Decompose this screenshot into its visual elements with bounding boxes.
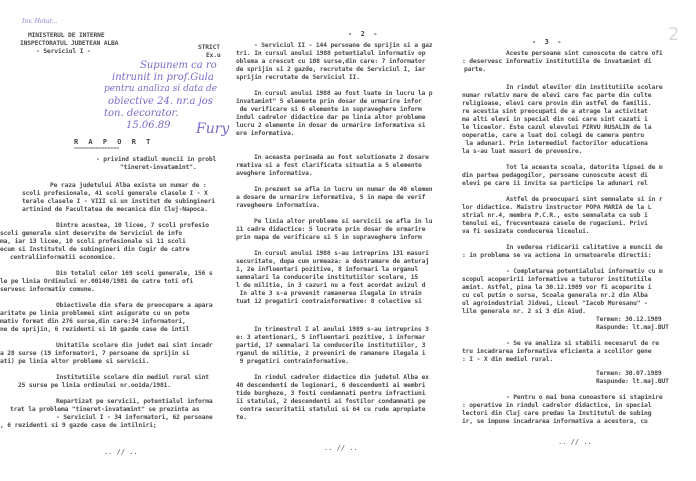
text-line: scoli generale sint deservite de Serviciul de info bbox=[0, 230, 183, 237]
text-line: lucru 2 elemente in dosar de urmarire informativa si bbox=[236, 122, 426, 129]
deadline-text: Termen: 30.07.1989 bbox=[596, 370, 662, 377]
text-line: - Completarea potentialului informativ cu m bbox=[506, 268, 663, 275]
text-line: 11 cadre didactice: 5 lucrate prin dosar de urmarire bbox=[236, 226, 426, 233]
text-line: semnalari la conducerile institutiilor scolare, 15 bbox=[236, 274, 419, 281]
text-line: parte. bbox=[464, 66, 486, 73]
text-line: Din totalul celor 169 scoli generale, 156 s bbox=[56, 270, 213, 277]
text-line: te. bbox=[236, 414, 247, 421]
text-line: la s-au luat masuri de prevenire. bbox=[462, 148, 583, 155]
report-title: R A P O R T bbox=[74, 138, 154, 146]
text-line: In aceasta perioada au fost solutionate 2 dosare bbox=[254, 154, 429, 161]
text-line: In cursul anului 1988 au fost luate in lucru la p bbox=[254, 90, 433, 97]
text-line: aveghere informativa. bbox=[236, 170, 313, 177]
text-line: ma alti elevi in special din cei care sint cazati i bbox=[462, 116, 648, 123]
responsible-text: Raspunde: lt.maj.BUT bbox=[596, 378, 669, 385]
annotation-line: pentru analiza si data de bbox=[104, 84, 218, 94]
text-line: Tot la aceasta scoala, datorita lipsei de m bbox=[506, 164, 663, 171]
text-line: scopul acoperirii informative a tuturor institutiile bbox=[462, 276, 652, 283]
text-line: artinind de Facultatea de mecanica din Cluj-Napoca. bbox=[22, 206, 208, 213]
text-line: invatamint" 5 elemente prin dosar de urmarire infor bbox=[236, 98, 422, 105]
text-line: l de militie, in 3 cazuri nu a fost acordat avizul d bbox=[236, 282, 426, 289]
text-line: In alte 3 s-a prevenit ramanerea ilegala in strain bbox=[236, 290, 422, 297]
report-subtitle: - privind stadiul muncii in probl bbox=[96, 156, 217, 163]
text-line: Institutiile scolare din mediul rural sint bbox=[56, 374, 209, 381]
text-line: cu cel putin o sursa, Scoala generala nr.2 din Alba bbox=[462, 292, 648, 299]
text-line: va fi sesizata conducerea liceului. bbox=[462, 228, 590, 235]
text-line: Pe linia altor probleme si servicii se afla in lu bbox=[254, 218, 433, 225]
page-number: - 2 - bbox=[348, 30, 378, 38]
text-line: amint. Astfel, pina la 30.12.1989 vor fi acoperite i bbox=[462, 284, 652, 291]
responsible-text: Raspunde: lt.maj.BUT bbox=[596, 324, 669, 331]
text-line: rmativa si a fost clarificata situatia a 5 elemente bbox=[236, 162, 422, 169]
text-line: trat la problema "tineret-invatamint" se prezinta as bbox=[10, 406, 200, 413]
text-line: : operative in rindul cadrelor didactice, in special bbox=[462, 402, 652, 409]
text-line: securitate, dupa cum urmeaza: a destramare de anturaj bbox=[236, 258, 429, 265]
document-page-3 bbox=[462, 0, 696, 481]
annotation-signature: Fury bbox=[196, 121, 230, 137]
text-line: In prezent se afla in lucru un numar de 40 elemen bbox=[254, 186, 433, 193]
text-line: a dosare de urmarire informativa, 5 in mape de verif bbox=[236, 194, 426, 201]
text-line: : I - X din mediul rural. bbox=[462, 356, 554, 363]
text-line: Unitatile scolare din judet mai sint incadr bbox=[56, 342, 213, 349]
text-line: aritate pe linia problemei sint asigurate cu un pote bbox=[0, 310, 190, 317]
text-line: tide burgheze, 3 fosti condamnati pentru infractiuni bbox=[236, 390, 426, 397]
header-inspectorate: INSPECTORATUL JUDETEAN ALBA bbox=[20, 40, 119, 47]
text-line: 9 pregatiri contrainformative. bbox=[236, 358, 349, 365]
annotation-line: obiective 24. nr.a jos bbox=[108, 96, 213, 107]
page-separator: .. // .. bbox=[558, 438, 592, 446]
text-line: de verificare si 6 elemente in supraveghere inform bbox=[236, 106, 422, 113]
page-number: - 3 - bbox=[532, 38, 562, 46]
text-line: Pe raza judetului Alba exista un numar de : bbox=[50, 182, 207, 189]
text-line: Astfel de preocupari sint semnalate si in r bbox=[506, 196, 663, 203]
annotation-line: intrunit in prof.Gula bbox=[112, 72, 214, 83]
text-line: Obiectivele din sfera de preocupare a apara bbox=[56, 302, 213, 309]
handwritten-registration-note: Inv. Hotar... bbox=[22, 18, 58, 25]
text-line: lectori din Cluj care predau la Institutul de subing bbox=[462, 410, 652, 417]
document-page-1 bbox=[0, 0, 232, 481]
report-subtitle: "tineret-invatamint". bbox=[120, 164, 197, 171]
text-line: Aceste persoane sint cunoscute de catre ofi bbox=[506, 50, 663, 57]
text-line: e: 3 atentionari, 5 influentari pozitive, 1 informar bbox=[236, 334, 426, 341]
annotation-line: Supunem ca ro bbox=[140, 60, 217, 71]
text-line: strial nr.4, membra P.C.R., este semnalata ca sub i bbox=[462, 212, 648, 219]
text-line: re acestia sint preocupati de a atrage la activitat bbox=[462, 108, 648, 115]
report-title-underline: =============== bbox=[74, 146, 120, 152]
text-line: prin mapa de verificare si 5 in supraveghere inform bbox=[236, 234, 422, 241]
text-line: la adunari. Prin intermediul factorilor educationa bbox=[462, 140, 648, 147]
text-line: : in problema se va actiona in urmatoarele directii: bbox=[462, 252, 652, 259]
text-line: ati) pe linia altor probleme si servicii. bbox=[0, 358, 150, 365]
text-line: ul agroindustrial Jidvei, Liceul "Iacob Muresanu" - bbox=[462, 300, 648, 307]
classification-label: STRICT bbox=[198, 44, 220, 51]
text-line: ii statului, 2 descendenti ai fostilor condamnati pe bbox=[236, 398, 426, 405]
text-line: le pe linia Ordinului nr.00140/1981 de catre toti ofi bbox=[0, 278, 193, 285]
annotation-line: ton. decorator. bbox=[104, 108, 179, 119]
text-line: centraliinformatii economice. bbox=[10, 254, 116, 261]
header-ministry: MINISTERUL DE INTERNE bbox=[28, 32, 105, 39]
text-line: In trimestrul I al anului 1989 s-au intreprins 3 bbox=[254, 326, 429, 333]
text-line: Dintre acestea, 10 licee, 7 scoli profesio bbox=[56, 222, 209, 229]
classification-copy: Ex.u bbox=[206, 52, 221, 59]
text-line: ma, iar 13 licee, 10 scoli profesionale si 11 scoli bbox=[0, 238, 186, 245]
text-line: - Serviciul I - 34 informatori, 62 persoane bbox=[56, 414, 213, 421]
text-line: le liceelor. Este cazul elevului PIRVU RUSALIN de la bbox=[462, 124, 652, 131]
text-line: ne de sprijin, 6 rezidenti si 10 gazde case de intil bbox=[0, 326, 190, 333]
text-line: a 28 surse (19 informatori, 7 persoane de sprijin si bbox=[0, 350, 190, 357]
text-line: ir, se impune incadrarea informativa a acestora, cu bbox=[462, 418, 648, 425]
text-line: elevi pe care ii invita sa participe la adunari rel bbox=[462, 180, 648, 187]
text-line: lor didactice. Maistru instructor POPA MARIA de la L bbox=[462, 204, 652, 211]
text-line: rganul de militie, 2 preveniri de ramanere ilegala i bbox=[236, 350, 426, 357]
text-line: tenului ei, frecventeaza casele de rugaciuni. Privi bbox=[462, 220, 648, 227]
text-line: ecum si Institutul de subingineri din Cugir de catre bbox=[0, 246, 190, 253]
text-line: - Serviciul II - 144 persoane de sprijin si a gaz bbox=[254, 42, 433, 49]
text-line: , 6 rezidenti si 9 gazde case de intilniri; bbox=[0, 422, 157, 429]
text-line: 40 descendenti de legionari, 6 descendenti ai membri bbox=[236, 382, 426, 389]
text-line: contra securitatii statului si 64 cu rude apropiate bbox=[236, 406, 426, 413]
text-line: din partea pedagogilor, persoane cunoscute acest di bbox=[462, 172, 648, 179]
text-line: : deservesc informativ institutiile de invatamint di bbox=[462, 58, 652, 65]
text-line: tru incadrarea informativa eficienta a scolilor gene bbox=[462, 348, 652, 355]
text-line: de sprijin si 2 gazde, recrutate de Serviciul I, iar bbox=[236, 66, 426, 73]
text-line: ooperatie, care a luat doi colegi de camera pentru bbox=[462, 132, 645, 139]
text-line: servesc informativ comune. bbox=[0, 286, 95, 293]
text-line: ravegheere informativa. bbox=[236, 202, 320, 209]
annotation-date: 15.06.89 bbox=[126, 120, 171, 131]
text-line: mativ format din 276 surse,din care:34 informatori, bbox=[0, 318, 186, 325]
handwritten-page-number: 2 bbox=[668, 24, 680, 45]
text-line: 25 surse pe linia ordinului nr.oo1da/1981. bbox=[18, 382, 171, 389]
text-line: religioase, elevi care provin din astfel de familii. bbox=[462, 100, 652, 107]
text-line: - Pentru o mai buna cunoastere si stapinire bbox=[506, 394, 663, 401]
text-line: In cursul anului 1988 s-au intreprins 131 masuri bbox=[254, 250, 429, 257]
deadline-text: Termen: 30.12.1989 bbox=[596, 316, 662, 323]
text-line: oblema a crescut cu 108 surse,din care: 7 informator bbox=[236, 58, 426, 65]
text-line: scoli profesionale, 41 scoli generale clasele I - X bbox=[22, 190, 208, 197]
header-service: - Serviciul I - bbox=[36, 48, 91, 55]
text-line: lile generale nr. 2 si 3 din Aiud. bbox=[462, 308, 586, 315]
text-line: tuat 12 pregatiri contrainformative: 8 colective si bbox=[236, 298, 422, 305]
text-line: indul cadrelor didactice dar pe linia altor probleme bbox=[236, 114, 426, 121]
text-line: In rindul elevilor din institutiile scolare bbox=[506, 84, 663, 91]
text-line: sprijin recrutate de Serviciul II. bbox=[236, 74, 360, 81]
text-line: 1, 2e influentari pozitive, 8 informari la organul bbox=[236, 266, 419, 273]
text-line: tri. In cursul anului 1988 potentialul informativ op bbox=[236, 50, 426, 57]
text-line: ere informativa. bbox=[236, 130, 295, 137]
page-separator: .. // .. bbox=[324, 444, 358, 452]
text-line: terale clasele I - VIII si un institut de subingineri bbox=[22, 198, 215, 205]
text-line: In rindul cadrelor didactice din judetul Alba ex bbox=[254, 374, 429, 381]
text-line: - Se va analiza si stabili necesarul de re bbox=[506, 340, 659, 347]
text-line: partid, 17 semnalari la conducerile institutiilor, 3 bbox=[236, 342, 426, 349]
page-separator: .. // .. bbox=[104, 448, 138, 456]
text-line: Repartizat pe servicii, potentialul informa bbox=[56, 398, 213, 405]
text-line: numar relativ mare de elevi care fac parte din culte bbox=[462, 92, 652, 99]
text-line: In vederea ridicarii calitative a muncii de bbox=[506, 244, 663, 251]
document-page-2 bbox=[232, 0, 462, 481]
